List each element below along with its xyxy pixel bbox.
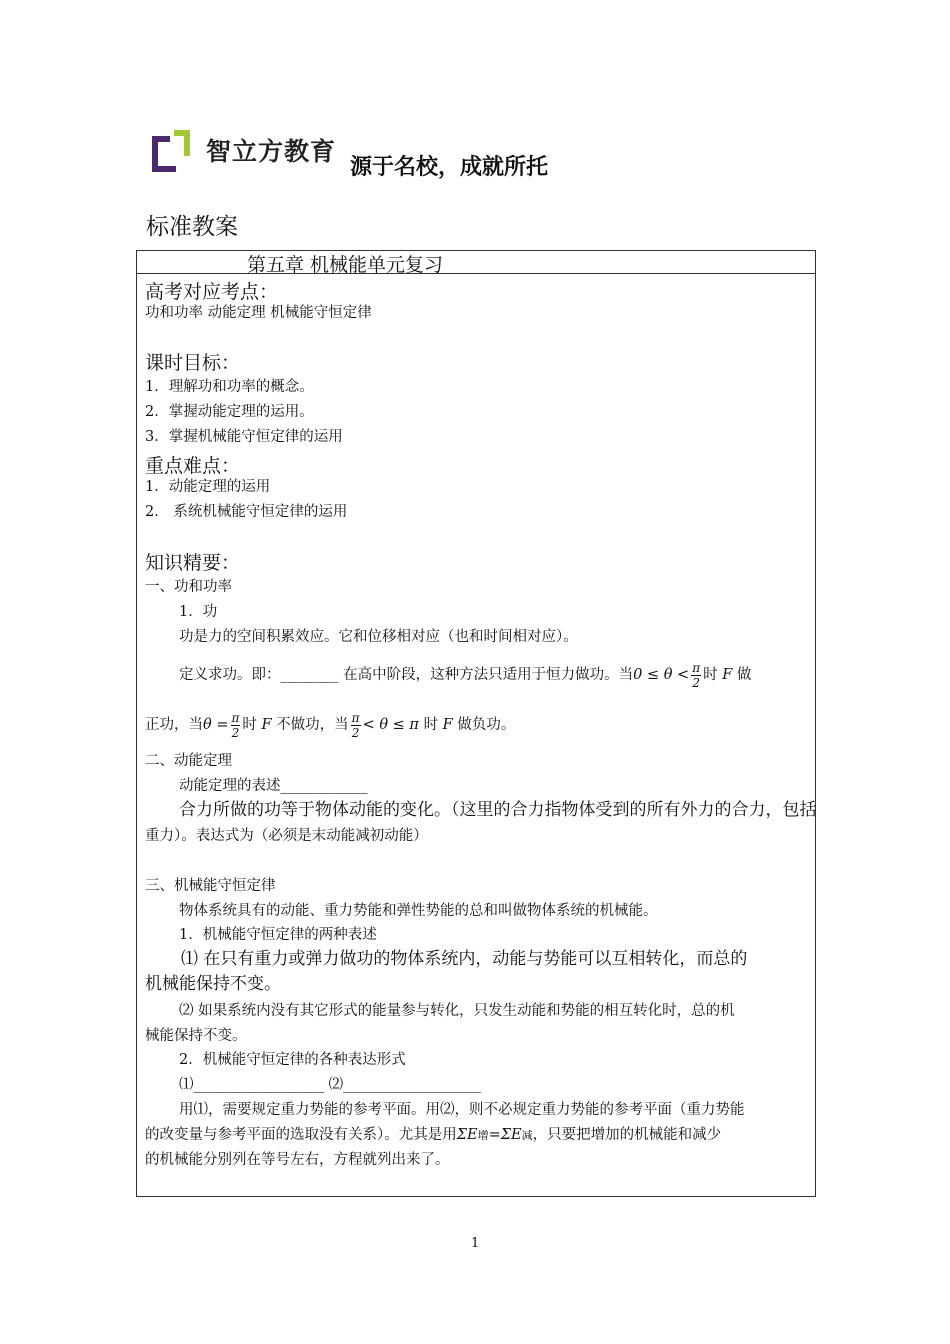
exam-points-heading: 高考对应考点： [145, 281, 279, 303]
logo-text: 智立方教育 [206, 137, 337, 166]
lesson-plan-box [136, 250, 816, 1197]
work-sign-line [145, 707, 515, 743]
chapter-title: 第五章 机械能单元复习 [247, 254, 444, 276]
text-span: 的改变量与参考平面的选取没有关系）。尤其是用 [145, 1127, 457, 1143]
text-span: 做负功。 [457, 717, 516, 733]
subscript-increase: 增 [477, 1129, 489, 1142]
text-span: 时 [703, 667, 718, 683]
work-definition: 功是力的空间积累效应。它和位移相对应（也和时间相对应）。 [179, 629, 578, 645]
math-sum-e: ΣE [456, 1127, 478, 1143]
goal-item: 3．掌握机械能守恒定律的运用 [145, 429, 343, 445]
goals-heading: 课时目标： [145, 352, 241, 374]
fraction-pi-over-2 [231, 711, 241, 740]
title-row [137, 251, 815, 274]
section-one-title: 一、功和功率 [145, 579, 232, 595]
math-sum-e: ΣE [500, 1127, 522, 1143]
usage-paragraph-end: 的机械能分别列在等号左右，方程就列出来了。 [145, 1152, 450, 1168]
key-point-item: 2． 系统机械能守恒定律的运用 [145, 504, 348, 520]
fraction-numerator: π [231, 710, 240, 725]
expression-blanks: ⑴__________________ ⑵___________________ [179, 1077, 481, 1093]
statement-one: ⑴ 在只有重力或弹力做功的物体系统内，动能与势能可以互相转化，而总的 [181, 949, 748, 969]
text-span: 时 [423, 717, 439, 733]
section-three-title: 三、机械能守恒定律 [145, 878, 276, 894]
equals-sign: = [488, 1127, 501, 1143]
mechanical-energy-definition: 物体系统具有的动能、重力势能和弹性势能的总和叫做物体系统的机械能。 [179, 903, 658, 919]
work-formula-line [179, 657, 751, 693]
exam-points-text: 功和功率 动能定理 机械能守恒定律 [145, 305, 372, 321]
subscript-decrease: 减 [521, 1129, 533, 1142]
text-span: ，只要把增加的机械能和减少 [532, 1127, 722, 1143]
fraction-pi-over-2 [691, 661, 701, 690]
statement-two-cont: 械能保持不变。 [145, 1028, 247, 1044]
key-points-heading: 重点难点： [145, 455, 241, 477]
subsection-work: 1．功 [179, 604, 218, 620]
section-two-title: 二、动能定理 [145, 753, 232, 769]
slogan: 源于名校，成就所托 [350, 155, 549, 180]
math-condition: < θ ≤ π [362, 717, 419, 733]
kinetic-theorem-text-cont: 重力）。表达式为（必须是末动能减初动能） [145, 828, 428, 844]
subsection-expressions: 2．机械能守恒定律的各种表达形式 [179, 1052, 406, 1068]
fraction-denominator: 2 [231, 725, 240, 740]
fraction-numerator: π [692, 660, 701, 675]
goal-item: 1．理解功和功率的概念。 [145, 379, 314, 395]
fraction-pi-over-2 [351, 711, 361, 740]
subsection-two-statements: 1．机械能守恒定律的两种表述 [179, 927, 377, 943]
statement-one-cont: 机械能保持不变。 [145, 974, 281, 994]
usage-paragraph: 用⑴，需要规定重力势能的参考平面。用⑵，则不必规定重力势能的参考平面（重力势能 [179, 1102, 745, 1118]
force-symbol: F [442, 717, 453, 733]
text-span: 定义求功。即：________ 在高中阶段，这种方法只适用于恒力做功。当 [179, 667, 634, 683]
kinetic-theorem-text: 合力所做的功等于物体动能的变化。（这里的合力指物体受到的所有外力的合力，包括 [179, 800, 817, 820]
key-point-item: 1．动能定理的运用 [145, 479, 271, 495]
math-theta-eq: θ = [203, 717, 229, 733]
kinetic-theorem-statement: 动能定理的表述____________ [179, 778, 368, 794]
page-number: 1 [471, 1236, 480, 1251]
text-span: 不做功，当 [276, 717, 349, 733]
logo-mark-icon [148, 128, 194, 172]
text-span: 正功，当 [145, 717, 203, 733]
math-condition: 0 ≤ θ < [633, 667, 690, 683]
fraction-numerator: π [351, 710, 360, 725]
text-span: 做 [736, 667, 752, 683]
statement-two: ⑵ 如果系统内没有其它形式的能量参与转化，只发生动能和势能的相互转化时，总的机 [179, 1003, 735, 1019]
usage-paragraph-cont [145, 1126, 721, 1145]
force-symbol: F [722, 667, 733, 683]
force-symbol: F [261, 717, 272, 733]
goal-item: 2．掌握动能定理的运用。 [145, 404, 314, 420]
text-span: 时 [242, 717, 257, 733]
doc-type-heading: 标准教案 [146, 214, 238, 240]
fraction-denominator: 2 [351, 725, 360, 740]
knowledge-heading: 知识精要： [145, 552, 241, 574]
fraction-denominator: 2 [692, 675, 700, 690]
